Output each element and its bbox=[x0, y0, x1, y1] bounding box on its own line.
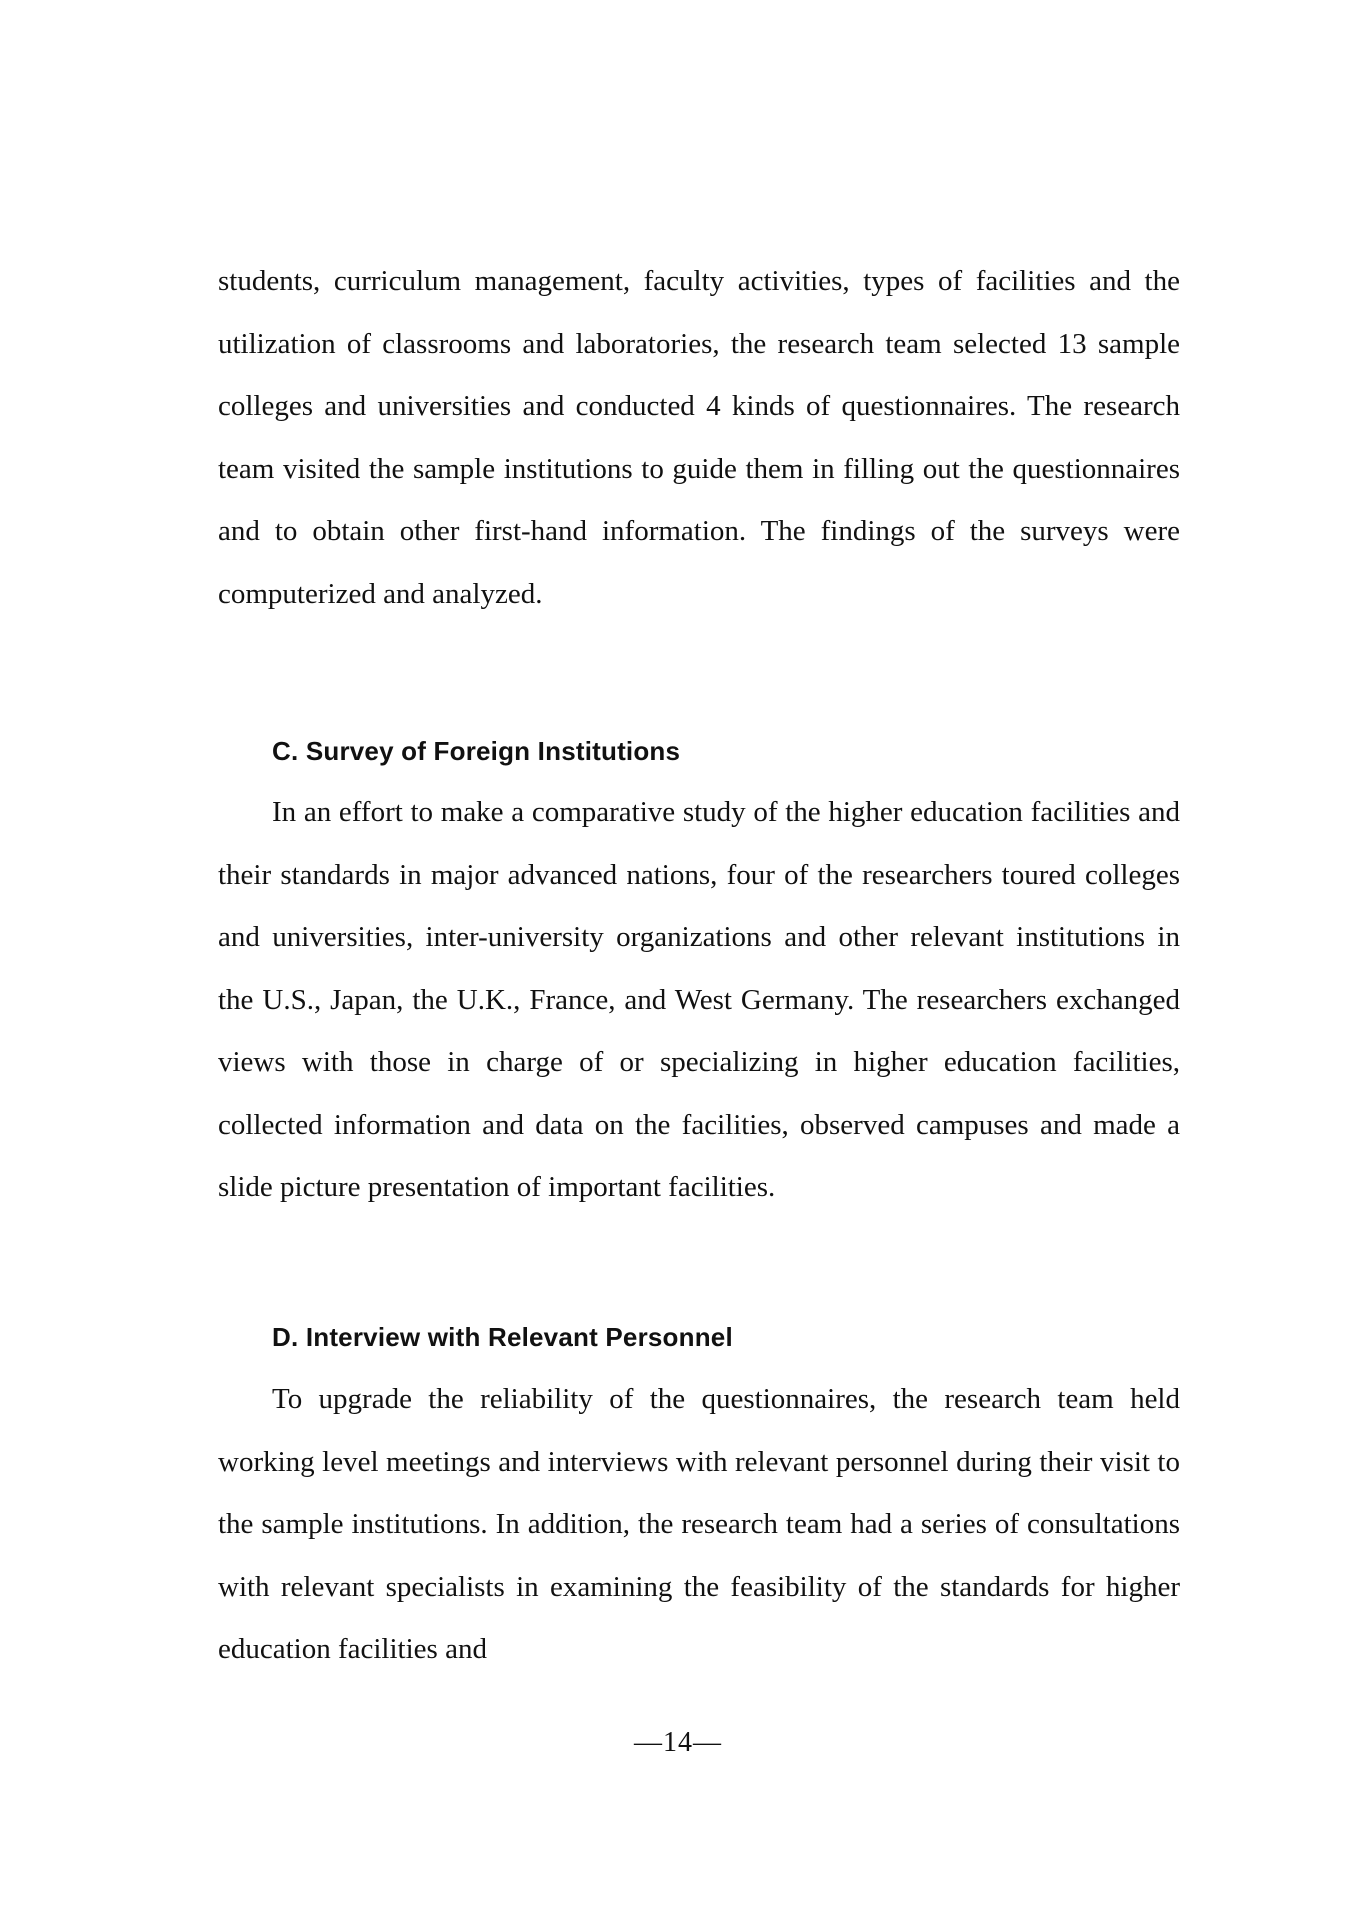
intro-paragraph: students, curriculum management, faculty activities, types of facilities and the utilization of classrooms and laboratories, the research team selected 13 sample colleges and universities and conducted 4 kinds of questionnaires. The research team visited the sample institutions to guide them in filling out the questionnaires and to obtain other first-hand information. The findings of the surveys were computerized and analyzed. bbox=[218, 265, 1180, 610]
section-c-paragraph: In an effort to make a comparative study of the higher education facilities and their standards in major advanced nations, four of the researchers toured colleges and universities, inter-university organizations and other relevant institutions in the U.S., Japan, the U.K., France, and West Germany. The researchers exchanged views with those in charge of or specializing in higher education facilities, collected information and data on the facilities, observed campuses and made a slide picture presentation of important facilities. bbox=[218, 796, 1180, 1203]
section-d-paragraph: To upgrade the reliability of the questionnaires, the research team held working level meetings and interviews with relevant personnel during their visit to the sample institutions. In addition, the research team had a series of consultations with relevant specialists in examining the feasibility of the standards for higher education facilities and bbox=[218, 1383, 1180, 1665]
page-number: —14— bbox=[634, 1727, 722, 1758]
section-c-heading: C. Survey of Foreign Institutions bbox=[272, 736, 681, 766]
section-d-heading: D. Interview with Relevant Personnel bbox=[272, 1322, 733, 1352]
